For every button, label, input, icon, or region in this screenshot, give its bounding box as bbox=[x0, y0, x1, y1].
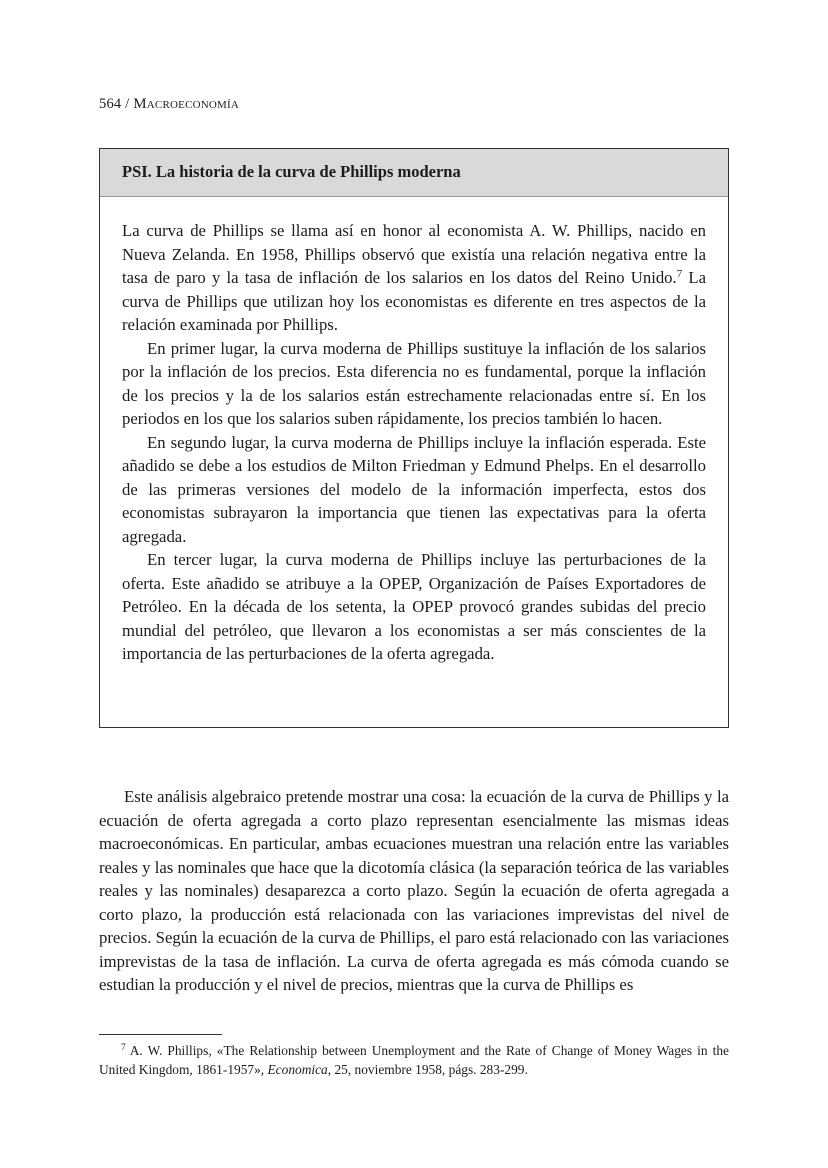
box-paragraph-1-text-b: La curva de Phillips que utilizan hoy los economistas es diferente en tres aspectos de la relación examinada por Phillips. bbox=[122, 268, 706, 334]
sidebar-box bbox=[99, 148, 729, 728]
box-paragraph-1-text-a: La curva de Phillips se llama así en honor al economista A. W. Phillips, nacido en Nueva Zelanda. En 1958, Phillips observó que existía una relación negativa entre la tasa de paro y la tasa de inflación de los salarios en los datos del Reino Unido. bbox=[122, 221, 706, 287]
running-head-separator: / bbox=[121, 96, 134, 112]
footnote-divider bbox=[99, 1034, 222, 1035]
box-paragraph-1 bbox=[122, 219, 706, 337]
footnote-text-a: A. W. Phillips, «The Relationship between Unemployment and the Rate of Change of Money Wages in the United Kingdom, 1861-1957», bbox=[99, 1043, 729, 1077]
footnote-journal: Economica bbox=[267, 1062, 328, 1077]
footnote-mark: 7 bbox=[121, 1043, 126, 1053]
footnote-reference[interactable]: 7 bbox=[676, 268, 683, 280]
page-number: 564 bbox=[99, 96, 122, 112]
box-paragraph-3: En segundo lugar, la curva moderna de Phillips incluye la inflación esperada. Este añadido se debe a los estudios de Milton Friedman y Edmund Phelps. En el desarrollo de las primeras versiones del modelo de la información imperfecta, estos dos economistas subrayaron la importancia que tienen las expectativas para la oferta agregada. bbox=[122, 432, 706, 546]
footnote bbox=[99, 1041, 729, 1079]
box-paragraph-4: En tercer lugar, la curva moderna de Phillips incluye las perturbaciones de la oferta. Este añadido se atribuye a la OPEP, Organización de Países Exportadores de Petróleo. En la década de los setenta, la OPEP provocó grandes subidas del precio mundial del petróleo, que llevaron a los economistas a ser más conscientes de la importancia de las perturbaciones de la oferta agregada. bbox=[122, 550, 706, 663]
box-title: PSI. La historia de la curva de Phillips moderna bbox=[100, 149, 728, 197]
running-head bbox=[99, 96, 239, 113]
body-paragraph: Este análisis algebraico pretende mostrar una cosa: la ecuación de la curva de Phillips y la ecuación de oferta agregada a corto plazo representan esencialmente las mismas ideas macroeconómicas. En particular, ambas ecuaciones muestran una relación entre las variables reales y las nominales que hace que la dicotomía clásica (la separación teórica de las variables reales y las nominales) desaparezca a corto plazo. Según la ecuación de oferta agregada a corto plazo, la producción está relacionada con las variaciones imprevistas del nivel de precios. Según la ecuación de la curva de Phillips, el paro está relacionado con las variaciones imprevistas de la tasa de inflación. La curva de oferta agregada es más cómoda cuando se estudian la producción y el nivel de precios, mientras que la curva de Phillips es bbox=[99, 787, 729, 994]
footnote-text-b: , 25, noviembre 1958, págs. 283-299. bbox=[327, 1062, 528, 1077]
main-text bbox=[99, 785, 729, 997]
running-title: Macroeconomía bbox=[133, 96, 240, 112]
box-body bbox=[100, 197, 728, 666]
box-paragraph-2: En primer lugar, la curva moderna de Phillips sustituye la inflación de los salarios por la inflación de los precios. Esta diferencia no es fundamental, porque la inflación de los precios y la de los salarios están estrechamente relacionadas entre sí. En los periodos en los que los salarios suben rápidamente, los precios también lo hacen. bbox=[122, 338, 706, 428]
